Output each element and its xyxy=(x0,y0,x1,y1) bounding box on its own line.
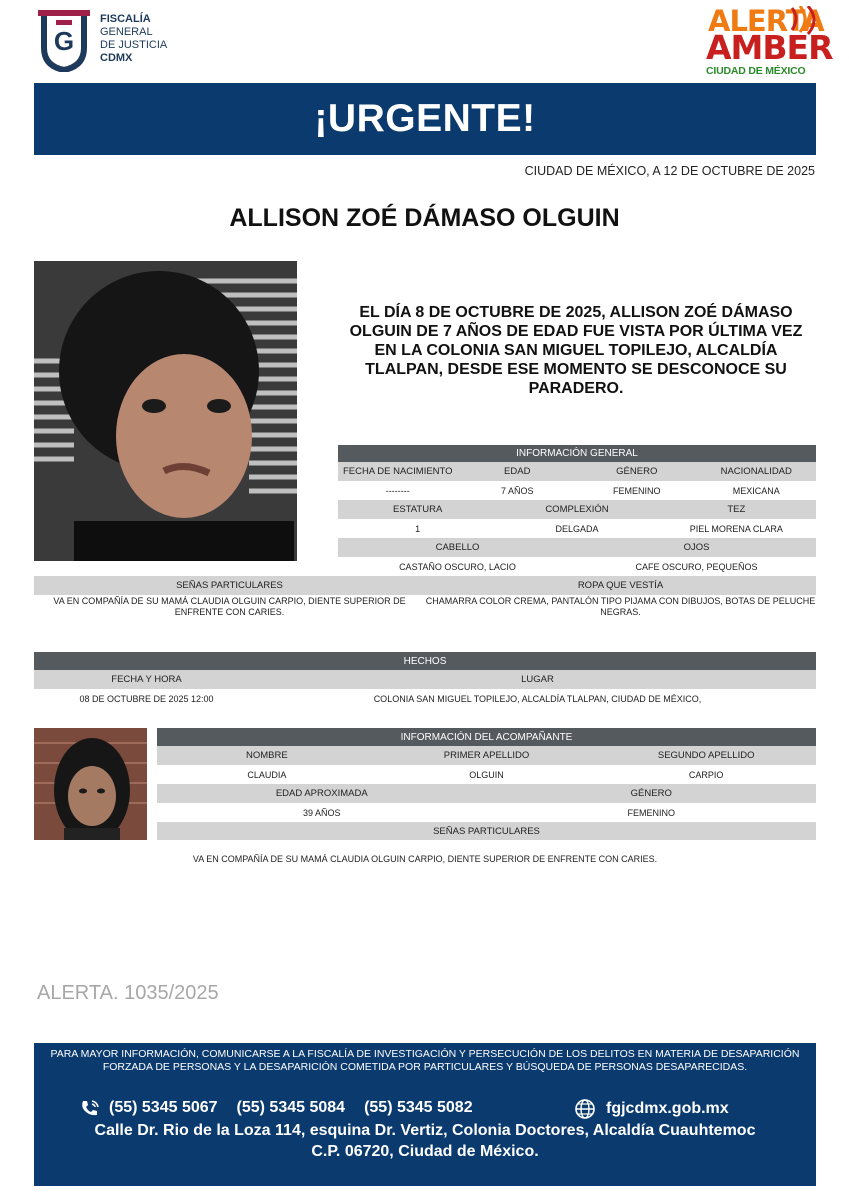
general-info-values-3: CASTAÑO OSCURO, LACIO CAFE OSCURO, PEQUEÑOS xyxy=(399,561,758,572)
companion-header: INFORMACIÓN DEL ACOMPAÑANTE xyxy=(157,728,816,746)
general-info-header: INFORMACIÓN GENERAL xyxy=(338,445,816,462)
website-link[interactable]: fgjcdmx.gob.mx xyxy=(606,1100,729,1117)
address: Calle Dr. Rio de la Loza 114, esquina Dr. Vertiz, Colonia Doctores, Alcaldía Cuauhtemoc C.P. 06720, Ciudad de México. xyxy=(94,1122,756,1160)
companion-marks: VA EN COMPAÑÍA DE SU MAMÁ CLAUDIA OLGUIN CARPIO, DIENTE SUPERIOR DE ENFRENTE CON CARIES. xyxy=(192,854,658,864)
fgj-logo-text: FISCALÍA GENERAL DE JUSTICIA CDMX xyxy=(100,13,168,64)
clothing: CHAMARRA COLOR CREMA, PANTALÓN TIPO PIJAMA CON DIBUJOS, BOTAS DE PELUCHE NEGRAS. xyxy=(425,596,816,617)
signal-icon xyxy=(788,6,820,36)
general-info-labels-2: ESTATURA COMPLEXIÓN TEZ xyxy=(338,500,816,519)
svg-text:G: G xyxy=(53,26,75,56)
fgj-logo xyxy=(34,8,94,72)
companion-values-2: 39 AÑOS FEMENINO xyxy=(302,807,675,818)
companion-labels-1: NOMBRE PRIMER APELLIDO SEGUNDO APELLIDO xyxy=(157,746,816,765)
phone-2[interactable]: (55) 5345 5084 xyxy=(236,1099,346,1116)
marks-clothes-labels: SEÑAS PARTICULARES ROPA QUE VESTÍA xyxy=(34,576,816,595)
issue-date: CIUDAD DE MÉXICO, A 12 DE OCTUBRE DE 2025 xyxy=(524,164,815,178)
general-info-labels-1: FECHA DE NACIMIENTO EDAD GÉNERO NACIONALIDAD xyxy=(338,462,816,481)
alert-number: ALERTA. 1035/2025 xyxy=(37,982,219,1004)
companion-marks-label: SEÑAS PARTICULARES xyxy=(157,822,816,840)
companion-values-1: CLAUDIA OLGUIN CARPIO xyxy=(247,769,724,780)
globe-icon xyxy=(574,1098,596,1120)
phone-3[interactable]: (55) 5345 5082 xyxy=(364,1099,473,1116)
general-info-labels-3: CABELLO OJOS xyxy=(338,538,816,557)
alerta-amber-logo: ALERTA AMBER CIUDAD DE MÉXICO xyxy=(706,4,833,77)
companion-photo xyxy=(34,728,147,840)
facts-labels: FECHA Y HORA LUGAR xyxy=(34,670,816,689)
missing-description: EL DÍA 8 DE OCTUBRE DE 2025, ALLISON ZOÉ DÁMASO OLGUIN DE 7 AÑOS DE EDAD FUE VISTA POR ÚLTIMA VEZ EN LA COLONIA SAN MIGUEL TOPILEJO, ALCALDÍA TLALPAN, DESDE ESE MOMENTO SE DESCONOCE SU PARADERO. xyxy=(349,304,803,397)
missing-person-photo xyxy=(34,261,297,561)
companion-labels-2: EDAD APROXIMADA GÉNERO xyxy=(157,784,816,803)
urgent-banner: ¡URGENTE! xyxy=(34,83,816,155)
website[interactable] xyxy=(574,1098,729,1120)
phone-icon xyxy=(79,1098,101,1118)
phone-numbers xyxy=(79,1098,492,1118)
facts-header: HECHOS xyxy=(34,652,816,670)
footer-info: PARA MAYOR INFORMACIÓN, COMUNICARSE A LA FISCALÍA DE INVESTIGACIÓN Y PERSECUCIÓN DE LOS DELITOS EN MATERIA DE DESAPARICIÓN FORZADA DE PERSONAS Y LA DESAPARICIÓN COMETIDA POR PARTICULARES Y BÚSQUEDA DE PERSONAS DESAPARECIDAS. xyxy=(50,1048,800,1073)
distinguishing-marks: VA EN COMPAÑÍA DE SU MAMÁ CLAUDIA OLGUIN CARPIO, DIENTE SUPERIOR DE ENFRENTE CON CARIES. xyxy=(53,596,406,617)
footer xyxy=(34,1043,816,1186)
general-info-values-2: 1 DELGADA PIEL MORENA CLARA xyxy=(415,523,783,534)
general-info-values-1: -------- 7 AÑOS FEMENINO MEXICANA xyxy=(385,485,780,496)
missing-person-name: ALLISON ZOÉ DÁMASO OLGUIN xyxy=(229,204,620,232)
phone-1[interactable]: (55) 5345 5067 xyxy=(109,1099,218,1116)
facts-values: 08 DE OCTUBRE DE 2025 12:00 COLONIA SAN MIGUEL TOPILEJO, ALCALDÍA TLALPAN, CIUDAD DE MÉXICO, xyxy=(79,693,702,704)
